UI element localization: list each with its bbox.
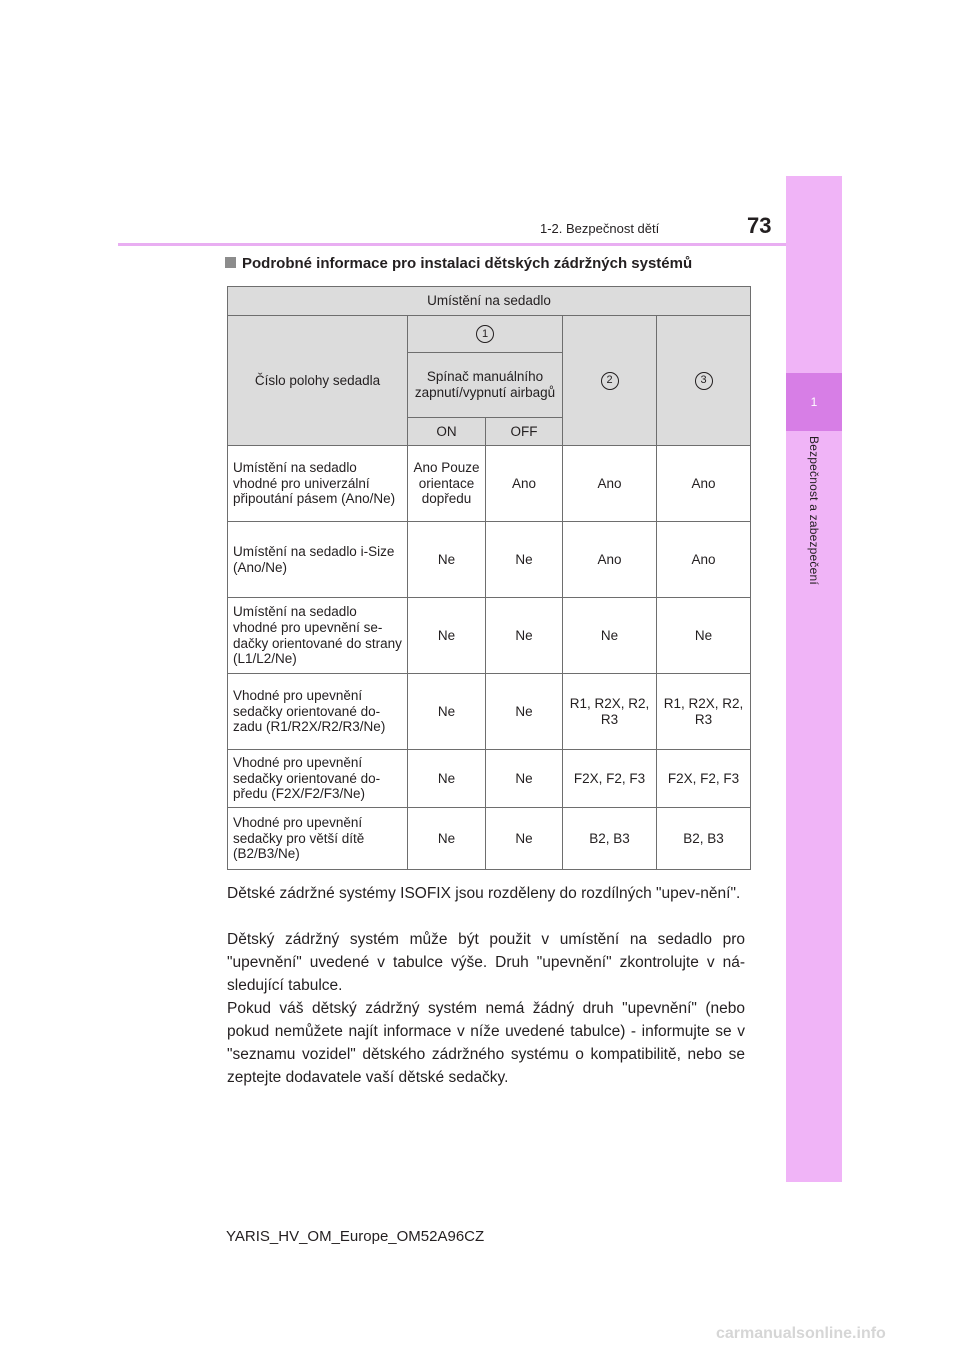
cell-on: Ne xyxy=(408,598,486,674)
paragraph-isofix-classes: Dětské zádržné systémy ISOFIX jsou rozděleny do rozdílných "upev-nění". xyxy=(227,885,741,902)
side-tab xyxy=(786,176,842,1182)
cell-on: Ne xyxy=(408,750,486,808)
page-number: 73 xyxy=(747,213,772,238)
table-row xyxy=(228,522,751,598)
footer-document-code: YARIS_HV_OM_Europe_OM52A96CZ xyxy=(226,1228,485,1245)
cell-position-3: Ne xyxy=(657,598,751,674)
isofix-table xyxy=(227,286,751,870)
position-label: Číslo polohy sedadla xyxy=(228,316,408,446)
row-label: Vhodné pro upevnění sedačky pro větší dítě (B2/B3/Ne) xyxy=(228,808,408,870)
cell-position-2: Ne xyxy=(563,598,657,674)
table-row xyxy=(228,808,751,870)
cell-on: Ne xyxy=(408,522,486,598)
cell-position-3: B2, B3 xyxy=(657,808,751,870)
chapter-label: Bezpečnost a zabezpečení xyxy=(807,436,821,585)
cell-off: Ne xyxy=(486,750,563,808)
cell-position-2: Ano xyxy=(563,522,657,598)
airbag-switch-header: Spínač manuálního zapnutí/vypnutí airbagů xyxy=(408,353,563,418)
cell-off: Ne xyxy=(486,674,563,750)
off-header: OFF xyxy=(486,418,563,446)
table-row xyxy=(228,598,751,674)
header-divider xyxy=(118,243,786,246)
cell-on: Ano Pouze orientace dopředu xyxy=(408,446,486,522)
cell-position-3: Ano xyxy=(657,522,751,598)
row-label: Umístění na sedadlo i-Size (Ano/Ne) xyxy=(228,522,408,598)
section-title: 1-2. Bezpečnost dětí xyxy=(540,221,660,236)
cell-off: Ano xyxy=(486,446,563,522)
watermark: carmanualsonline.info xyxy=(716,1325,886,1342)
cell-position-2: Ano xyxy=(563,446,657,522)
cell-position-3: F2X, F2, F3 xyxy=(657,750,751,808)
cell-position-2: F2X, F2, F3 xyxy=(563,750,657,808)
paragraph-fixture-usage: Dětský zádržný systém může být použit v umístění na sedadlo pro "upevnění" uvedené v tabulce výše. Druh "upevnění" zkontrolujte v ná-sledující tabulce. xyxy=(227,931,745,994)
circled-number-3: 3 xyxy=(695,372,713,390)
cell-off: Ne xyxy=(486,522,563,598)
table-top-header: Umístění na sedadlo xyxy=(228,287,751,316)
square-bullet-icon xyxy=(225,257,236,268)
chapter-number: 1 xyxy=(786,373,842,431)
row-label: Umístění na sedadlo vhodné pro univerzální připoutání pásem (Ano/Ne) xyxy=(228,446,408,522)
row-label: Vhodné pro upevnění sedačky orientované do-zadu (R1/R2X/R2/R3/Ne) xyxy=(228,674,408,750)
position-2-header xyxy=(563,316,657,446)
table-row xyxy=(228,750,751,808)
cell-position-3: R1, R2X, R2, R3 xyxy=(657,674,751,750)
cell-position-2: B2, B3 xyxy=(563,808,657,870)
position-1-header xyxy=(408,316,563,353)
cell-position-3: Ano xyxy=(657,446,751,522)
circled-number-2: 2 xyxy=(601,372,619,390)
cell-off: Ne xyxy=(486,808,563,870)
cell-off: Ne xyxy=(486,598,563,674)
row-label: Umístění na sedadlo vhodné pro upevnění se-dačky orientované do strany (L1/L2/Ne) xyxy=(228,598,408,674)
subheading-text: Podrobné informace pro instalaci dětských zádržných systémů xyxy=(242,255,693,272)
cell-on: Ne xyxy=(408,808,486,870)
table-row xyxy=(228,674,751,750)
paragraph-compatibility: Pokud váš dětský zádržný systém nemá žádný druh "upevnění" (nebo pokud nemůžete najít informace v níže uvedené tabulce) - informujte se v "seznamu vozidel" dětského zádržného systému o kompatibilitě, nebo se zeptejte dodavatele vaší dětské sedačky. xyxy=(227,1000,745,1086)
cell-position-2: R1, R2X, R2, R3 xyxy=(563,674,657,750)
subheading xyxy=(225,255,692,272)
cell-on: Ne xyxy=(408,674,486,750)
table-row xyxy=(228,446,751,522)
position-3-header xyxy=(657,316,751,446)
circled-number-1: 1 xyxy=(476,325,494,343)
on-header: ON xyxy=(408,418,486,446)
row-label: Vhodné pro upevnění sedačky orientované do-předu (F2X/F2/F3/Ne) xyxy=(228,750,408,808)
